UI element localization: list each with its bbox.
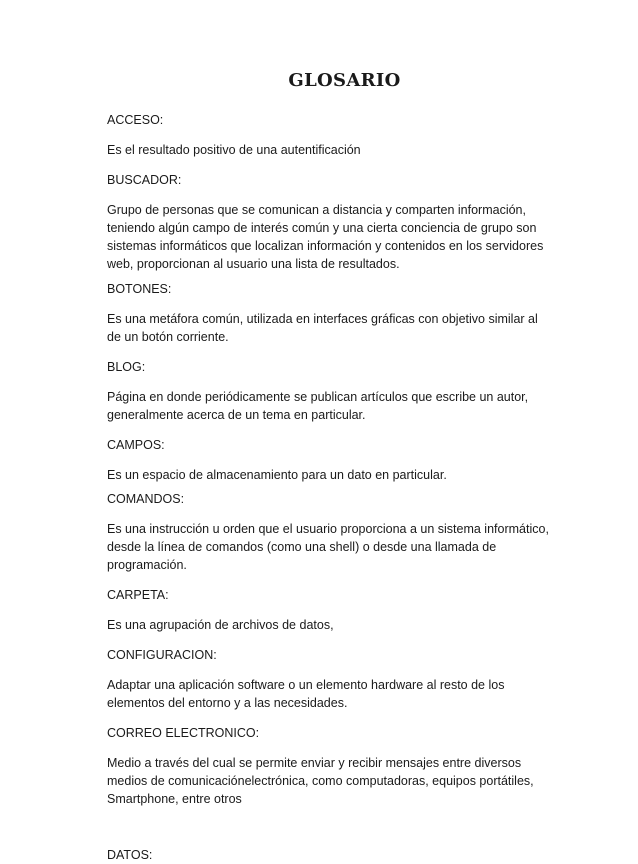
glossary-entry-botones (107, 280, 552, 346)
glossary-entry-acceso (107, 111, 552, 159)
glossary-entry-correo-electronico (107, 724, 552, 808)
glossary-term: CARPETA: (107, 588, 169, 602)
glossary-term: DATOS: (107, 848, 153, 862)
document-title: GLOSARIO (288, 70, 401, 91)
glossary-definition: Grupo de personas que se comunican a distancia y comparten información, teniendo algún campo de interés común y una cierta conciencia de grupo son sistemas informáticos que localizan información y contenidos en los servidores web, proporcionan al usuario una lista de resultados. (107, 203, 544, 271)
glossary-term: COMANDOS: (107, 492, 185, 506)
glossary-term: CONFIGURACION: (107, 648, 217, 662)
glossary-entry-comandos (107, 490, 552, 574)
glossary-definition: Es el resultado positivo de una autentificación (107, 143, 361, 157)
glossary-entry-carpeta (107, 586, 552, 634)
glossary-term: CAMPOS: (107, 438, 165, 452)
glossary-definition: Es un espacio de almacenamiento para un dato en particular. (107, 468, 447, 482)
glossary-definition: Página en donde periódicamente se publican artículos que escribe un autor, generalmente acerca de un tema en particular. (107, 390, 529, 422)
glossary-definition: Adaptar una aplicación software o un elemento hardware al resto de los elementos del entorno y a las necesidades. (107, 678, 505, 710)
glossary-definition: Es una metáfora común, utilizada en interfaces gráficas con objetivo similar al de un botón corriente. (107, 312, 538, 344)
glossary-definition: Medio a través del cual se permite enviar y recibir mensajes entre diversos medios de comunicaciónelectrónica, como computadoras, equipos portátiles, Smartphone, entre otros (107, 756, 534, 806)
glossary-term: BOTONES: (107, 282, 172, 296)
glossary-term: BLOG: (107, 360, 146, 374)
glossary-entry-configuracion (107, 646, 552, 712)
glossary-entry-campos (107, 436, 552, 484)
glossary-definition: Es una agrupación de archivos de datos, (107, 618, 334, 632)
glossary-entry-datos (107, 846, 552, 864)
glossary-definition: Es una instrucción u orden que el usuario proporciona a un sistema informático, desde la línea de comandos (como una shell) o desde una llamada de programación. (107, 522, 549, 572)
glossary-entry-buscador (107, 171, 552, 273)
glossary-entry-blog (107, 358, 552, 424)
glossary-term: BUSCADOR: (107, 173, 182, 187)
glossary-term: ACCESO: (107, 113, 164, 127)
glossary-term: CORREO ELECTRONICO: (107, 726, 260, 740)
